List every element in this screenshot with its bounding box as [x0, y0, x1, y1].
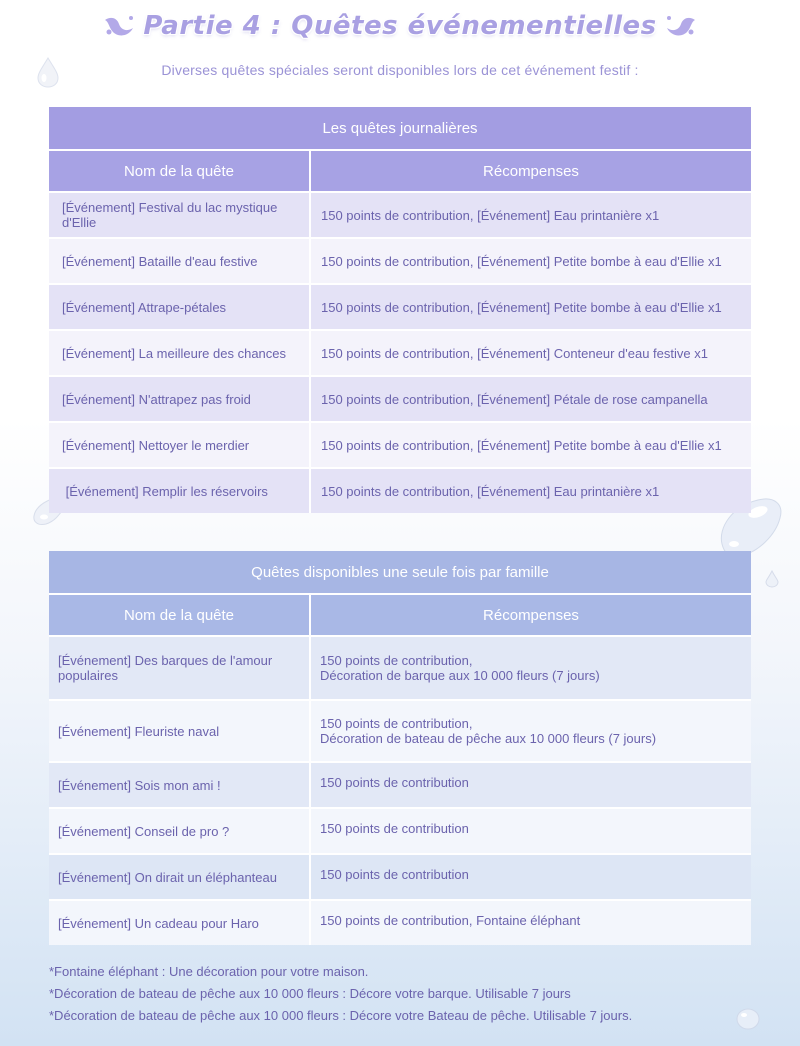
quest-name: [Événement] Des barques de l'amour populaires	[49, 635, 311, 699]
water-splash-icon	[103, 12, 137, 40]
title-banner	[0, 6, 800, 46]
quest-reward: 150 points de contribution	[311, 761, 751, 807]
page-title: Partie 4 : Quêtes événementielles	[143, 11, 657, 41]
quest-reward: 150 points de contribution, [Événement] Eau printanière x1	[311, 191, 751, 237]
footnote: *Décoration de bateau de pêche aux 10 000 fleurs : Décore votre barque. Utilisable 7 jours	[49, 986, 571, 1001]
column-header-rewards: Récompenses	[311, 593, 751, 635]
daily-quests-table	[49, 107, 751, 513]
table-caption: Quêtes disponibles une seule fois par famille	[49, 551, 751, 593]
quest-reward: 150 points de contribution, [Événement] Eau printanière x1	[311, 467, 751, 513]
column-header-quest-name: Nom de la quête	[49, 149, 311, 191]
quest-reward: 150 points de contribution, [Événement] Conteneur d'eau festive x1	[311, 329, 751, 375]
reward-line: 150 points de contribution,	[320, 653, 473, 668]
quest-name: [Événement] Remplir les réservoirs	[49, 467, 311, 513]
quest-reward: 150 points de contribution	[311, 807, 751, 853]
quest-reward	[311, 699, 751, 761]
page-subtitle: Diverses quêtes spéciales seront disponibles lors de cet événement festif :	[161, 62, 639, 78]
quest-name: [Événement] N'attrapez pas froid	[49, 375, 311, 421]
quest-name: [Événement] Fleuriste naval	[49, 699, 311, 761]
column-header-rewards: Récompenses	[311, 149, 751, 191]
column-header-quest-name: Nom de la quête	[49, 593, 311, 635]
quest-reward: 150 points de contribution, [Événement] Petite bombe à eau d'Ellie x1	[311, 283, 751, 329]
water-splash-icon	[663, 12, 697, 40]
quest-reward: 150 points de contribution, [Événement] Petite bombe à eau d'Ellie x1	[311, 421, 751, 467]
quest-reward: 150 points de contribution, [Événement] Petite bombe à eau d'Ellie x1	[311, 237, 751, 283]
table-row	[49, 899, 751, 945]
water-drop-icon	[764, 570, 780, 588]
quest-name: [Événement] Conseil de pro ?	[49, 807, 311, 853]
table-row	[49, 699, 751, 761]
table-row	[49, 329, 751, 375]
table-row	[49, 853, 751, 899]
quest-name: [Événement] Sois mon ami !	[49, 761, 311, 807]
reward-line: Décoration de bateau de pêche aux 10 000 fleurs (7 jours)	[320, 731, 657, 746]
table-row	[49, 467, 751, 513]
reward-line: 150 points de contribution,	[320, 716, 473, 731]
quest-reward	[311, 635, 751, 699]
quest-name: [Événement] Bataille d'eau festive	[49, 237, 311, 283]
table-row	[49, 375, 751, 421]
footnote: *Décoration de bateau de pêche aux 10 000 fleurs : Décore votre Bateau de pêche. Utilisable 7 jours.	[49, 1008, 633, 1023]
family-quests-table	[49, 551, 751, 945]
table-row	[49, 421, 751, 467]
table-row	[49, 191, 751, 237]
quest-name: [Événement] Un cadeau pour Haro	[49, 899, 311, 945]
table-row	[49, 635, 751, 699]
quest-name: [Événement] Attrape-pétales	[49, 283, 311, 329]
quest-name: [Événement] On dirait un éléphanteau	[49, 853, 311, 899]
table-row	[49, 761, 751, 807]
footnotes	[49, 961, 769, 1027]
table-row	[49, 807, 751, 853]
quest-name: [Événement] La meilleure des chances	[49, 329, 311, 375]
quest-reward: 150 points de contribution	[311, 853, 751, 899]
table-row	[49, 283, 751, 329]
table-caption: Les quêtes journalières	[49, 107, 751, 149]
quest-name: [Événement] Festival du lac mystique d'Ellie	[49, 191, 311, 237]
reward-line: Décoration de barque aux 10 000 fleurs (7 jours)	[320, 668, 600, 683]
quest-reward: 150 points de contribution, [Événement] Pétale de rose campanella	[311, 375, 751, 421]
table-row	[49, 237, 751, 283]
quest-name: [Événement] Nettoyer le merdier	[49, 421, 311, 467]
footnote: *Fontaine éléphant : Une décoration pour votre maison.	[49, 964, 369, 979]
quest-reward: 150 points de contribution, Fontaine éléphant	[311, 899, 751, 945]
